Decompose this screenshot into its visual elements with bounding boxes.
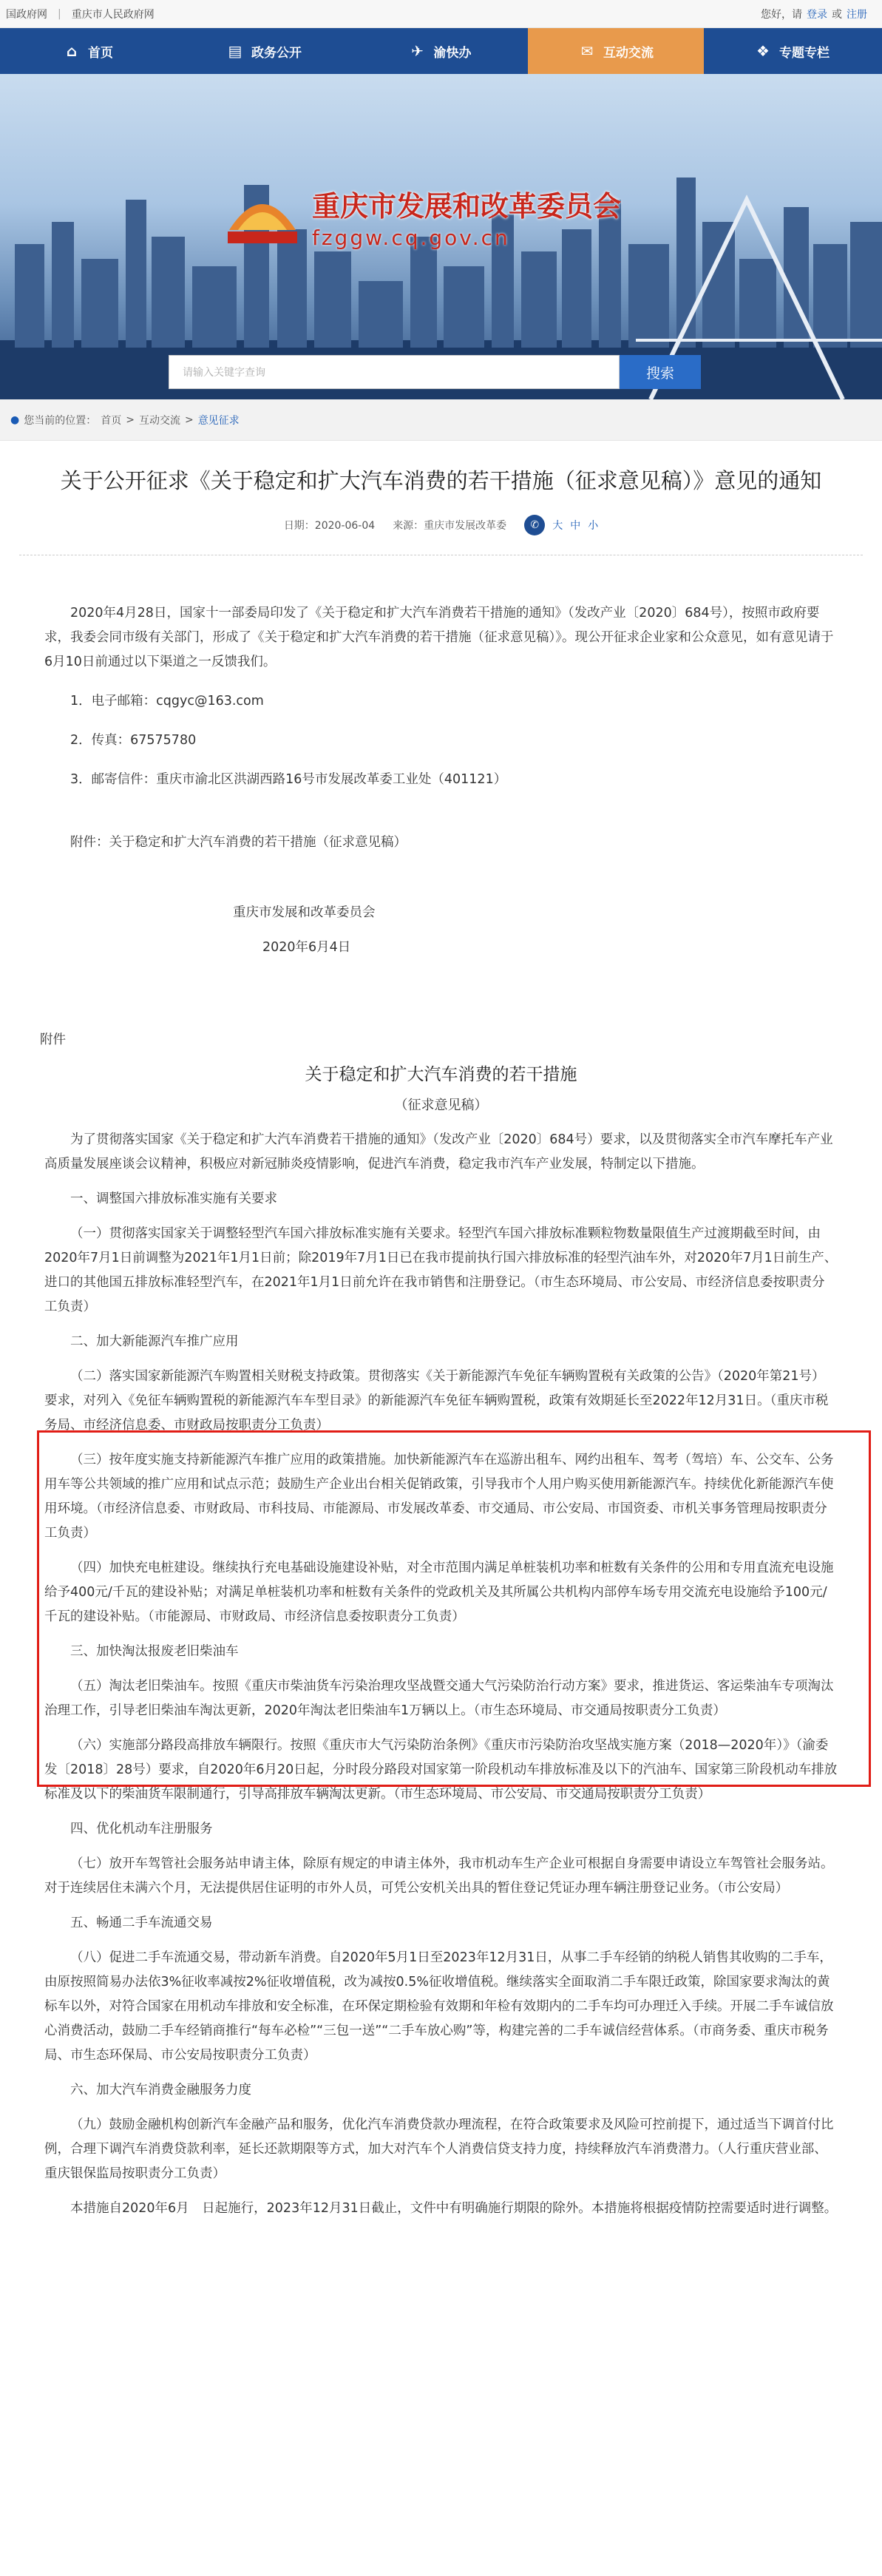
page-title: 关于公开征求《关于稳定和扩大汽车消费的若干措施（征求意见稿）》意见的通知 bbox=[60, 468, 822, 493]
or-text: 或 bbox=[832, 9, 842, 21]
login-link[interactable]: 登录 bbox=[807, 9, 827, 21]
annex-subtitle: （征求意见稿） bbox=[394, 1098, 488, 1113]
annex-paragraph: 五、畅通二手车流通交易 bbox=[70, 1916, 213, 1930]
publish-date: 日期：2020-06-04 bbox=[283, 520, 376, 532]
font-size-controls bbox=[524, 515, 598, 535]
channel-mail: 3．邮寄信件：重庆市渝北区洪湖西路16号市发展改革委工业处（401121） bbox=[70, 772, 507, 787]
annex-paragraph: （九）鼓励金融机构创新汽车金融产品和服务，优化汽车消费贷款办理流程，在符合政策要求及风险可控前提下，通过适当下调首付比例，合理下调汽车消费贷款利率，延长还款期限等方式，加大对汽车个人消费信贷支持力度，持续释放汽车消费潜力。（人行重庆营业部、重庆银保监局按职责分工负责） bbox=[44, 2117, 834, 2181]
city-site-link[interactable]: 重庆市人民政府网 bbox=[71, 8, 155, 21]
annex-paragraph: 四、优化机动车注册服务 bbox=[70, 1822, 213, 1836]
divider: | bbox=[58, 7, 61, 20]
signature-date: 2020年6月4日 bbox=[262, 940, 351, 955]
search-button[interactable]: 搜索 bbox=[620, 355, 701, 389]
bookmark-icon: ❖ bbox=[756, 42, 770, 60]
header-banner bbox=[0, 74, 882, 399]
annex-paragraph: （二）落实国家新能源汽车购置相关财税支持政策。贯彻落实《关于新能源汽车免征车辆购置税有关政策的公告》（2020年第21号）要求，对列入《免征车辆购置税的新能源汽车车型目录》的新能源汽车免征车辆购置税，政策有效期延长至2022年12月31日。（重庆市税务局、市经济信息委、市财政局按职责分工负责） bbox=[44, 1369, 829, 1433]
nav-label: 专题专栏 bbox=[779, 45, 830, 61]
annex-paragraph: （三）按年度实施支持新能源汽车推广应用的政策措施。加快新能源汽车在巡游出租车、网约出租车、驾考（驾培）车、公交车、公务用车等公共领域的推广应用和试点示范；鼓励生产企业出台相关促销政策，引导我市个人用户购买使用新能源汽车。持续优化新能源汽车使用环境。（市经济信息委、市财政局、市科技局、市能源局、市发展改革委、市交通局、市公安局、市国资委、市机关事务管理局按职责分工负责） bbox=[44, 1453, 834, 1541]
nav-item-special-topics[interactable] bbox=[704, 28, 880, 74]
main-nav bbox=[0, 28, 882, 74]
nav-label: 互动交流 bbox=[603, 45, 654, 61]
annex-paragraph: （七）放开车驾管社会服务站申请主体，除原有规定的申请主体外，我市机动车生产企业可根据自身需要申请设立车驾管社会服务站。对于连续居住未满六个月，无法提供居住证明的市外人员，可凭公安机关出具的暂住登记凭证办理车辆注册登记业务。（市公安局） bbox=[44, 1856, 834, 1896]
site-name: 重庆市发展和改革委员会 bbox=[312, 190, 622, 223]
annex-label: 附件 bbox=[40, 1032, 66, 1047]
breadcrumb-current[interactable]: 意见征求 bbox=[197, 414, 240, 427]
search-bar bbox=[169, 355, 701, 389]
article-source: 来源：重庆市发展改革委 bbox=[393, 520, 507, 532]
breadcrumb-interaction[interactable]: 互动交流 bbox=[138, 414, 180, 427]
greeting-text: 您好，请 bbox=[761, 9, 802, 21]
nav-label: 渝快办 bbox=[433, 45, 472, 61]
gov-site-link[interactable]: 国政府网 bbox=[6, 8, 47, 21]
annex-title: 关于稳定和扩大汽车消费的若干措施 bbox=[305, 1065, 577, 1084]
nav-item-gov-affairs[interactable] bbox=[176, 28, 352, 74]
annex-paragraph: （六）实施部分路段高排放车辆限行。按照《重庆市大气污染防治条例》《重庆市污染防治攻坚战实施方案（2018—2020年）》（渝委发〔2018〕28号）要求，自2020年6月20日起，分时段分路段对国家第一阶段机动车排放标准及以下的汽油车、国家第三阶段机动车排放标准及以下的柴油货车限制通行，引导高排放车辆淘汰更新。（市生态环境局、市公安局、市交通局按职责分工负责） bbox=[44, 1738, 838, 1802]
emblem-icon bbox=[222, 186, 303, 248]
font-small-button[interactable]: 小 bbox=[588, 520, 599, 532]
annex-paragraph: （四）加快充电桩建设。继续执行充电基础设施建设补贴，对全市范围内满足单桩装机功率和桩数有关条件的公用和专用直流充电设施给予400元/千瓦的建设补贴；对满足单桩装机功率和桩数有关条件的党政机关及其所属公共机构内部停车场专用交流充电设施给予100元/千瓦的建设补贴。（市能源局、市财政局、市经济信息委按职责分工负责） bbox=[44, 1561, 834, 1624]
annex-paragraph: 二、加大新能源汽车推广应用 bbox=[70, 1334, 239, 1349]
annex-paragraph: 本措施自2020年6月 日起施行，2023年12月31日截止，文件中有明确施行期限的除外。本措施将根据疫情防控需要适时进行调整。 bbox=[70, 2201, 838, 2216]
highlight-box bbox=[37, 1430, 871, 1787]
top-bar bbox=[0, 0, 882, 28]
breadcrumb-prefix: 您当前的位置： bbox=[24, 414, 97, 427]
logo-text bbox=[312, 183, 621, 250]
annex-paragraph: （一）贯彻落实国家关于调整轻型汽车国六排放标准实施有关要求。轻型汽车国六排放标准颗粒物数量限值生产过渡期截至时间，由2020年7月1日前调整为2021年1月1日前；除2019年7月1日已在我市提前执行国六排放标准的轻型汽油车外，对2020年7月1日前生产、进口的其他国五排放标准轻型汽车，在2021年1月1日前允许在我市销售和注册登记。（市生态环境局、市公安局、市经济信息委按职责分工负责） bbox=[44, 1226, 838, 1314]
nav-label: 政务公开 bbox=[251, 45, 302, 61]
breadcrumb: ● 您当前的位置： 首页 > 互动交流 > 意见征求 bbox=[0, 399, 882, 441]
annex-paragraph: （五）淘汰老旧柴油车。按照《重庆市柴油货车污染治理攻坚战暨交通大气污染防治行动方案》要求，推进货运、客运柴油车专项淘汰治理工作，引导老旧柴油车淘汰更新，2020年淘汰老旧柴油车1万辆以上。（市生态环境局、市交通局按职责分工负责） bbox=[44, 1679, 834, 1718]
breadcrumb-home[interactable]: 首页 bbox=[101, 414, 122, 427]
chat-icon: ✉ bbox=[580, 42, 594, 60]
location-pin-icon: ● bbox=[10, 413, 20, 426]
signature-org: 重庆市发展和改革委员会 bbox=[233, 905, 376, 920]
annex-paragraph: （八）促进二手车流通交易，带动新车消费。自2020年5月1日至2023年12月31日，从事二手车经销的纳税人销售其收购的二手车，由原按照简易办法依3%征收率减按2%征收增值税，改为减按0.5%征收增值税。继续落实全面取消二手车限迁政策，除国家要求淘汰的黄标车以外，对符合国家在用机动车排放和安全标准，在环保定期检验有效期和年检有效期内的二手车均可办理迁入手续。开展二手车诚信放心消费活动，鼓励二手车经销商推行“每车必检”“三包一送”“二手车放心购”等，构建完善的二手车诚信经营体系。（市商务委、重庆市税务局、市生态环保局、市公安局按职责分工负责） bbox=[44, 1950, 834, 2063]
nav-item-yukuaiban[interactable] bbox=[352, 28, 528, 74]
nav-label: 首页 bbox=[88, 45, 113, 61]
intro-paragraph: 2020年4月28日，国家十一部委局印发了《关于稳定和扩大汽车消费若干措施的通知》（发改产业〔2020〕684号），按照市政府要求，我委会同市级有关部门，形成了《关于稳定和扩大汽车消费的若干措施（征求意见稿）》。现公开征求企业家和公众意见，如有意见请于6月10日前通过以下渠道之一反馈我们。 bbox=[44, 606, 834, 669]
user-links bbox=[761, 0, 867, 28]
nav-item-interaction[interactable] bbox=[528, 28, 704, 74]
nav-item-home[interactable] bbox=[0, 28, 176, 74]
font-large-button[interactable]: 大 bbox=[552, 520, 563, 532]
search-input[interactable]: 请输入关键字查询 bbox=[169, 355, 620, 389]
channel-email: 1．电子邮箱：cqgyc@163.com bbox=[70, 694, 264, 709]
annex-paragraph: 六、加大汽车消费金融服务力度 bbox=[70, 2083, 251, 2097]
channel-fax: 2．传真：67575780 bbox=[70, 733, 197, 748]
site-domain: fzggw.cq.gov.cn bbox=[312, 226, 510, 250]
paper-plane-icon: ✈ bbox=[411, 42, 424, 60]
book-icon: ▤ bbox=[228, 42, 242, 60]
attachment-link[interactable]: 附件：关于稳定和扩大汽车消费的若干措施（征求意见稿） bbox=[70, 835, 407, 850]
wechat-share-icon[interactable]: ✆ bbox=[524, 515, 545, 535]
annex-paragraph: 三、加快淘汰报废老旧柴油车 bbox=[70, 1644, 239, 1659]
font-medium-button[interactable]: 中 bbox=[570, 520, 581, 532]
annex-paragraph: 为了贯彻落实国家《关于稳定和扩大汽车消费若干措施的通知》（发改产业〔2020〕684号）要求，以及贯彻落实全市汽车摩托车产业高质量发展座谈会议精神，积极应对新冠肺炎疫情影响，促进汽车消费，稳定我市汽车产业发展，特制定以下措施。 bbox=[44, 1132, 833, 1172]
register-link[interactable]: 注册 bbox=[847, 9, 867, 21]
annex-paragraph: 一、调整国六排放标准实施有关要求 bbox=[70, 1191, 277, 1206]
site-logo[interactable] bbox=[222, 183, 621, 250]
article-meta bbox=[0, 515, 882, 535]
home-icon: ⌂ bbox=[66, 42, 78, 60]
article-body bbox=[0, 601, 882, 2221]
